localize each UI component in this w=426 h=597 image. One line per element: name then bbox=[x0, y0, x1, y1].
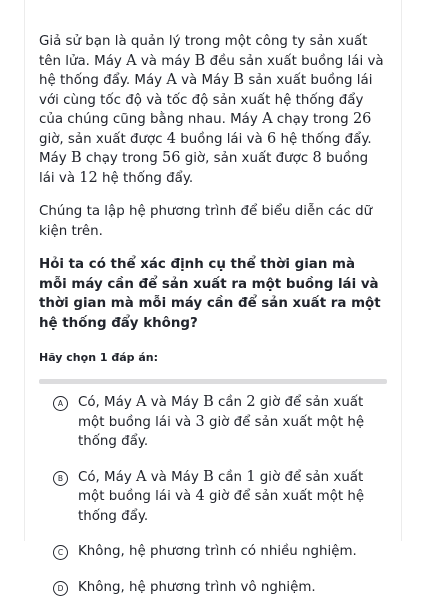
choice-letter-badge: A bbox=[53, 396, 68, 411]
choice-b-text bbox=[78, 468, 387, 527]
choice-c[interactable] bbox=[39, 542, 387, 562]
text-segment: chạy trong bbox=[82, 151, 162, 166]
text-segment: Có, Máy bbox=[78, 395, 136, 410]
math-expression: B bbox=[195, 53, 206, 69]
text-segment: Không, hệ phương trình vô nghiệm. bbox=[78, 580, 316, 595]
text-segment: chạy trong bbox=[273, 112, 353, 127]
text-segment: và Máy bbox=[177, 73, 234, 88]
choice-b[interactable] bbox=[39, 468, 387, 527]
text-segment: buồng lái và bbox=[39, 151, 368, 186]
text-segment: Có, Máy bbox=[78, 470, 136, 485]
choice-letter-badge: C bbox=[53, 545, 68, 560]
choice-letter-badge: B bbox=[53, 471, 68, 486]
math-expression: B bbox=[203, 469, 214, 485]
math-expression: B bbox=[233, 72, 244, 88]
text-segment: giờ để sản xuất một buồng lái và bbox=[78, 470, 363, 505]
text-segment: buồng lái và bbox=[176, 132, 267, 147]
text-segment: Giả sử bạn là quản lý trong một công ty sản xuất tên lửa. Máy bbox=[39, 34, 367, 69]
math-expression: B bbox=[71, 150, 82, 166]
math-expression: 4 bbox=[167, 131, 176, 147]
text-segment: và Máy bbox=[146, 395, 203, 410]
choice-letter-badge: D bbox=[53, 581, 68, 596]
math-expression: 3 bbox=[195, 414, 204, 430]
math-expression: A bbox=[126, 53, 136, 69]
math-expression: 4 bbox=[195, 488, 204, 504]
answer-prompt: Hãy chọn 1 đáp án: bbox=[39, 351, 387, 364]
text-segment: giờ, sản xuất được bbox=[39, 132, 167, 147]
exercise-card bbox=[24, 0, 402, 541]
math-expression: 6 bbox=[267, 131, 276, 147]
text-segment: đều sản xuất buồng lái và hệ thống đẩy. Máy bbox=[39, 54, 384, 89]
text-segment: giờ để sản xuất một buồng lái và bbox=[78, 395, 363, 430]
text-segment: cần bbox=[214, 395, 247, 410]
choice-a[interactable] bbox=[39, 393, 387, 452]
question-intro bbox=[39, 32, 387, 188]
text-segment: và Máy bbox=[146, 470, 203, 485]
text-segment: giờ để sản xuất một hệ thống đẩy. bbox=[78, 415, 364, 450]
choice-d-text bbox=[78, 578, 387, 597]
question-ask: Hỏi ta có thể xác định cụ thể thời gian mà mỗi máy cần để sản xuất ra một buồng lái và thời gian mà mỗi máy cần để sản xuất ra một hệ thống đẩy không? bbox=[39, 255, 387, 333]
math-expression: 12 bbox=[79, 170, 97, 186]
question-setup: Chúng ta lập hệ phương trình để biểu diễn các dữ kiện trên. bbox=[39, 202, 387, 241]
math-expression: 1 bbox=[246, 469, 255, 485]
exercise-content bbox=[25, 0, 401, 597]
math-expression: A bbox=[166, 72, 176, 88]
text-segment: hệ thống đẩy. Máy bbox=[39, 132, 372, 167]
text-segment: cần bbox=[214, 470, 247, 485]
math-expression: 8 bbox=[312, 150, 321, 166]
text-segment: Không, hệ phương trình có nhiều nghiệm. bbox=[78, 544, 357, 559]
math-expression: A bbox=[136, 469, 146, 485]
text-segment: giờ để sản xuất một hệ thống đẩy. bbox=[78, 489, 364, 524]
divider bbox=[39, 379, 387, 384]
math-expression: B bbox=[203, 394, 214, 410]
math-expression: A bbox=[136, 394, 146, 410]
text-segment: giờ, sản xuất được bbox=[180, 151, 312, 166]
text-segment: và máy bbox=[137, 54, 195, 69]
math-expression: 2 bbox=[246, 394, 255, 410]
math-expression: A bbox=[262, 111, 272, 127]
text-segment: sản xuất buồng lái với cùng tốc độ và tốc độ sản xuất hệ thống đẩy của chúng cũng bằng nhau. Máy bbox=[39, 73, 372, 127]
text-segment: hệ thống đẩy. bbox=[98, 171, 193, 186]
math-expression: 26 bbox=[353, 111, 371, 127]
choice-a-text bbox=[78, 393, 387, 452]
choice-list bbox=[39, 393, 387, 597]
math-expression: 56 bbox=[162, 150, 180, 166]
choice-d[interactable] bbox=[39, 578, 387, 597]
choice-c-text bbox=[78, 542, 387, 562]
